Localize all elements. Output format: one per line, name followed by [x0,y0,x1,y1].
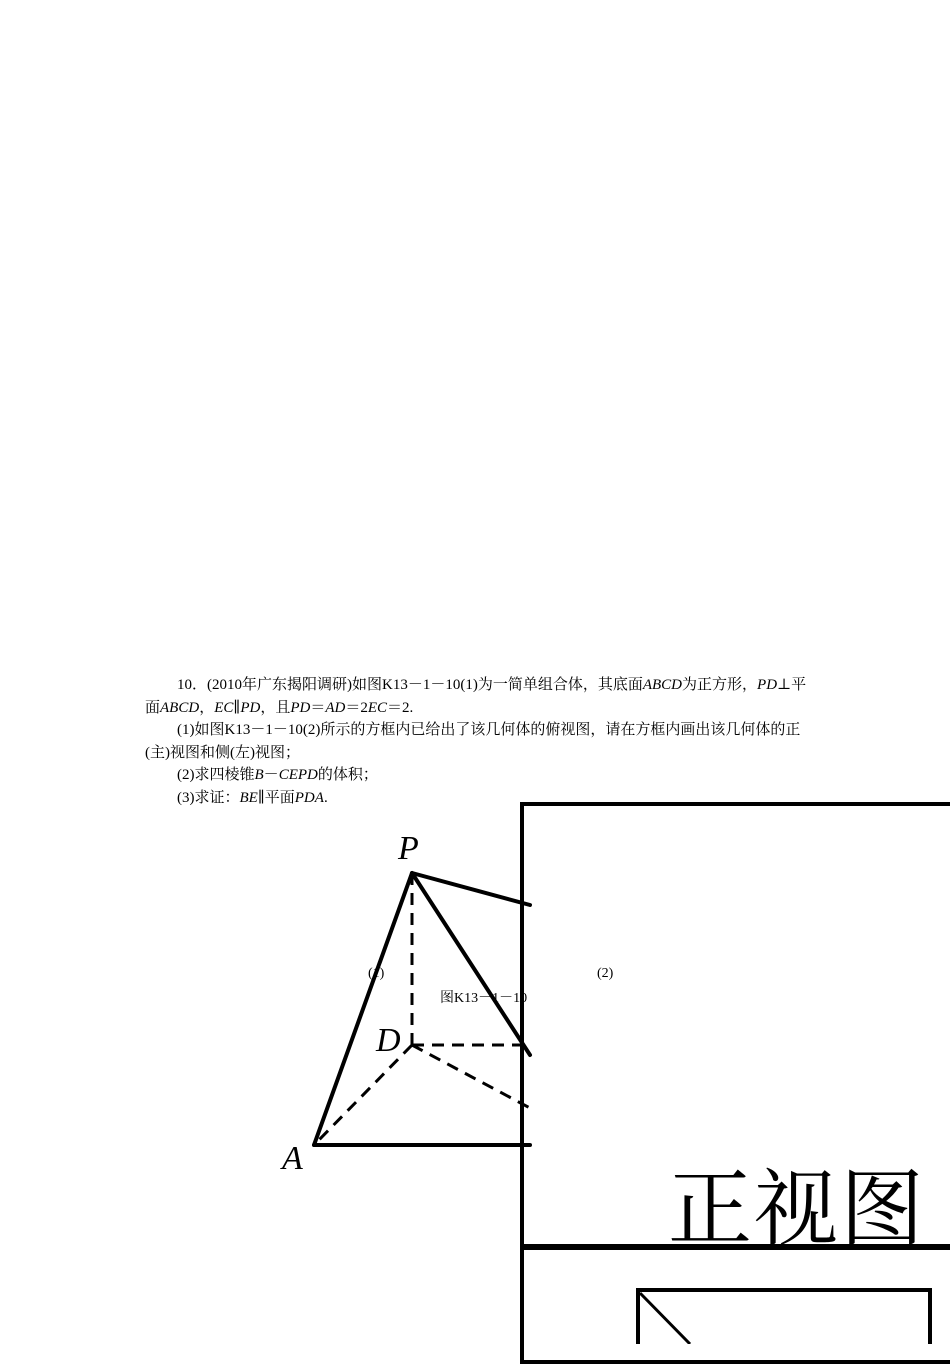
label-d: D [376,1022,401,1059]
stem-part: ＝2 [345,699,368,716]
edge-pa [314,873,412,1145]
subfigure-2-label: (2) [597,966,614,981]
label-p: P [398,830,419,867]
stem-part: 为正方形， [682,677,758,693]
math-abcd: ABCD [642,677,683,693]
math-ec: EC [367,699,388,716]
q2-text: (2)求四棱锥 [177,767,255,783]
q2-text: 的体积； [317,767,378,783]
stem-part: ＝2. [387,699,414,716]
stem-part: ⊥平面 [145,677,807,716]
problem-source: (2010年广东揭阳调研) [207,677,353,693]
q3-text: . [323,789,328,806]
math-pda: PDA [294,789,324,806]
stem-part: ，且 [260,699,291,716]
math-abcd: ABCD [160,699,200,716]
parallel-symbol: ∥ [233,699,241,716]
math-b: B [254,767,264,783]
problem-number: 10． [177,677,208,693]
math-ec: EC [214,699,234,716]
edge-db-hidden [412,1045,530,1108]
figure-caption: 图K13－1－10 [440,991,528,1006]
q3-text: ∥平面 [257,789,295,806]
edge-da-hidden [314,1045,412,1145]
math-pd: PD [757,677,778,693]
q3-text: (3)求证： [177,789,240,806]
math-pd: PD [240,699,261,716]
math-cepd: CEPD [278,767,318,783]
q2-text: － [263,767,279,783]
stem-part: 如图K13－1－10(1)为一简单组合体，其底面 [352,677,643,693]
question-1: (1)如图K13－1－10(2)所示的方框内已给出了该几何体的俯视图，请在方框内画出该几何体的正(主)视图和侧(左)视图； [145,722,801,761]
stem-part: ， [199,699,215,716]
math-be: BE [239,789,258,806]
label-a: A [282,1140,303,1177]
math-ad: AD [325,699,346,716]
front-view-title: 正视图 [668,1160,927,1258]
subfigure-1-label: (1) [368,966,385,981]
math-pd: PD [290,699,311,716]
stem-part: ＝ [310,699,326,716]
